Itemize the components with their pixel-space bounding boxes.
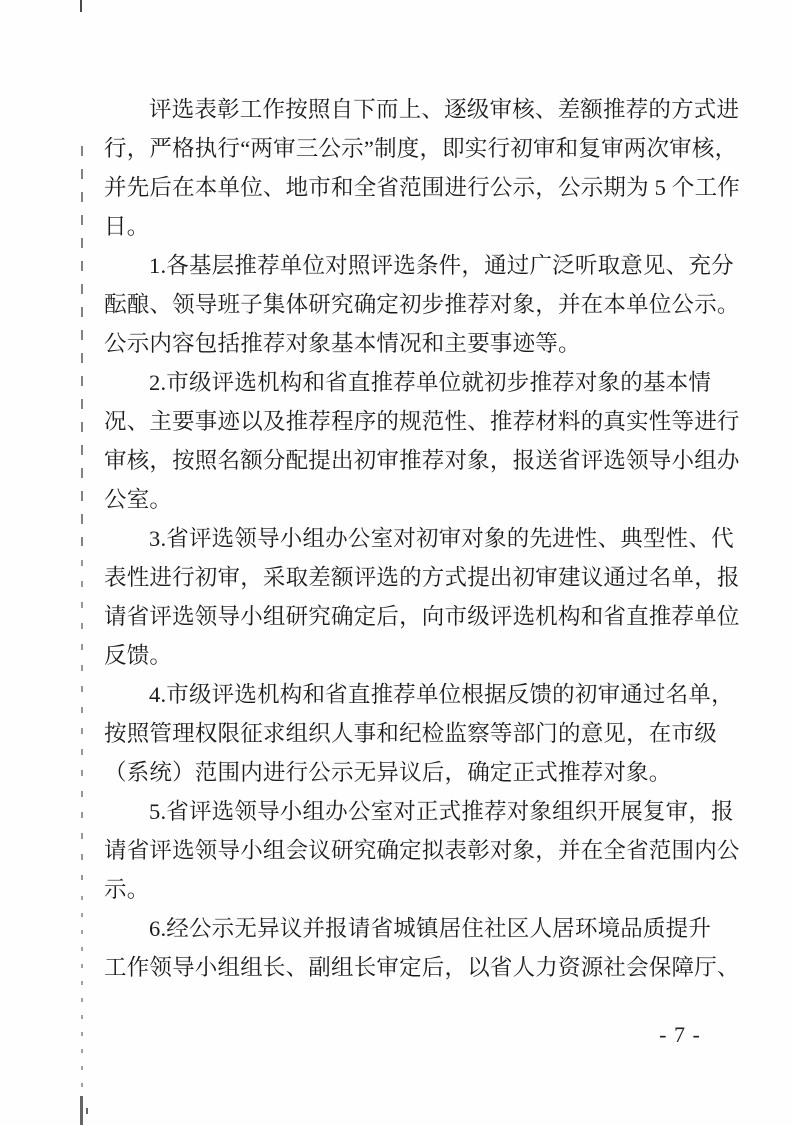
- text-line: 请省评选领导小组会议研究确定拟表彰对象，并在全省范围内公: [104, 838, 740, 863]
- scan-artifact-top-tick: [80, 0, 82, 12]
- text-line: 并先后在本单位、地市和全省范围进行公示，公示期为 5 个工作: [104, 175, 741, 200]
- scan-artifact-dashed-line: [81, 146, 83, 546]
- scan-artifact-dashed-line: [81, 560, 83, 880]
- text-line: 反馈。: [104, 643, 173, 668]
- text-line: 示。: [104, 877, 150, 902]
- text-line: 酝酿、领导班子集体研究确定初步推荐对象，并在本单位公示。: [104, 292, 740, 317]
- scan-artifact-bottom-dot: [86, 1108, 88, 1114]
- text-line: 日。: [104, 214, 150, 239]
- text-line: 3.省评选领导小组办公室对初审对象的先进性、典型性、代: [149, 526, 734, 551]
- text-line: 审核，按照名额分配提出初审推荐对象，报送省评选领导小组办: [104, 448, 740, 473]
- page-number: - 7 -: [659, 1022, 701, 1047]
- text-line: 5.省评选领导小组办公室对正式推荐对象组织开展复审，报: [149, 799, 734, 824]
- text-line: 1.各基层推荐单位对照评选条件，通过广泛听取意见、充分: [149, 253, 734, 278]
- text-line: 评选表彰工作按照自下而上、逐级审核、差额推荐的方式进: [149, 97, 740, 122]
- text-line: 表性进行初审，采取差额评选的方式提出初审建议通过名单，报: [104, 565, 740, 590]
- scan-artifact-bottom-dash: [80, 1096, 83, 1125]
- text-line: 公室。: [104, 487, 173, 512]
- text-line: 6.经公示无异议并报请省城镇居住社区人居环境品质提升: [149, 916, 712, 941]
- text-line: 2.市级评选机构和省直推荐单位就初步推荐对象的基本情: [149, 370, 712, 395]
- text-line: 工作领导小组组长、副组长审定后，以省人力资源社会保障厅、: [104, 955, 740, 980]
- text-line: 请省评选领导小组研究确定后，向市级评选机构和省直推荐单位: [104, 604, 740, 629]
- text-line: 况、主要事迹以及推荐程序的规范性、推荐材料的真实性等进行: [104, 409, 740, 434]
- text-line: 公示内容包括推荐对象基本情况和主要事迹等。: [104, 331, 581, 356]
- text-line: 按照管理权限征求组织人事和纪检监察等部门的意见，在市级: [104, 721, 717, 746]
- text-line: 行，严格执行“两审三公示”制度，即实行初审和复审两次审核，: [104, 136, 738, 161]
- scan-artifact-dotted-line: [81, 896, 83, 1096]
- text-line: （系统）范围内进行公示无异议后，确定正式推荐对象。: [104, 760, 672, 785]
- text-line: 4.市级评选机构和省直推荐单位根据反馈的初审通过名单，: [149, 682, 734, 707]
- document-body: [104, 90, 741, 987]
